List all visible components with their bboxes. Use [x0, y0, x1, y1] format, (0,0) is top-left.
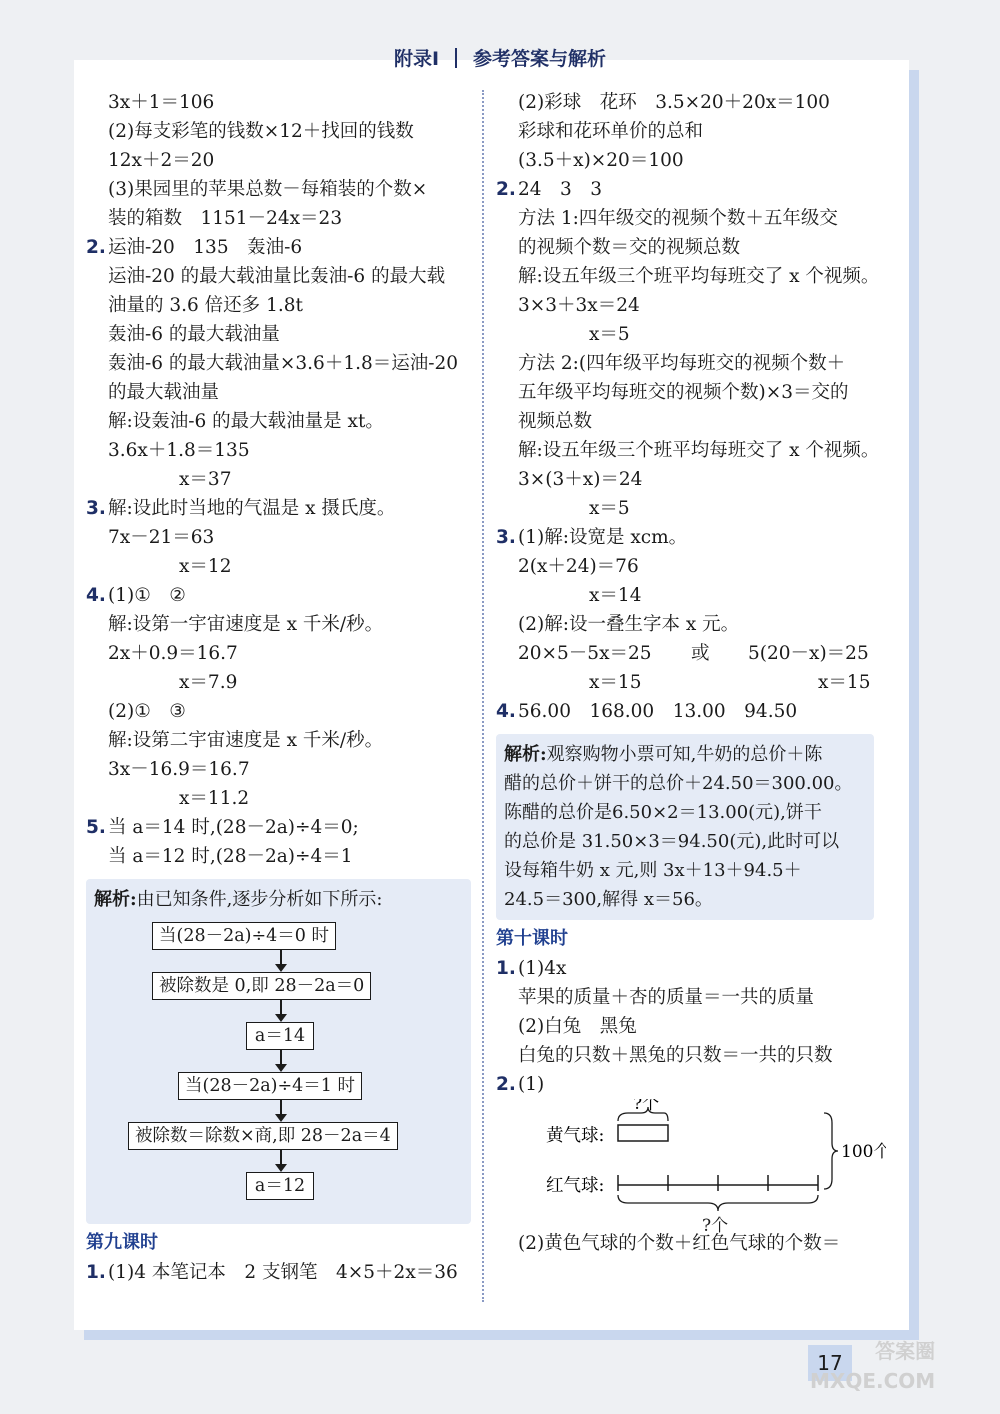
question-number: 3.: [86, 498, 106, 519]
equation: 20×5－5x＝25: [518, 643, 652, 664]
section-lesson-9: 第九课时: [86, 1232, 158, 1253]
question-number: 5.: [86, 817, 106, 838]
lesson10-question-1: [496, 954, 886, 983]
red-balloon-label: 红气球:: [546, 1176, 605, 1196]
answer-line: 油量的 3.6 倍还多 1.8t: [108, 295, 303, 316]
question-number: 4.: [496, 701, 516, 722]
answer-line: 的最大载油量: [108, 382, 220, 403]
answer-line: (2)白兔 黑兔: [518, 1016, 637, 1037]
answer-line: (2)① ③: [108, 701, 186, 722]
equation: 5(20－x)＝25: [748, 643, 869, 664]
equation: 3.6x＋1.8＝135: [108, 440, 250, 461]
question-2: [86, 233, 471, 262]
equation: x＝5: [589, 498, 630, 519]
answer-text: 当 a＝14 时,(28－2a)÷4＝0;: [108, 817, 359, 838]
watermark-logo: 答案圈 MXQE.COM: [810, 1339, 936, 1393]
question-number: 1.: [86, 1262, 106, 1283]
equation: 7x－21＝63: [108, 527, 215, 548]
answer-line: (2)黄色气球的个数＋红色气球的个数＝: [518, 1233, 841, 1254]
page-number: 17: [808, 1345, 852, 1381]
answer-line: 运油-20 的最大载油量比轰油-6 的最大载: [108, 266, 446, 287]
answer-text: 56.00 168.00 13.00 94.50: [518, 701, 798, 722]
question-number: 1.: [496, 958, 516, 979]
equation: (3.5＋x)×20＝100: [518, 150, 684, 171]
header-separator: [455, 48, 457, 68]
flow-arrow: [280, 1000, 282, 1020]
yellow-bar: [618, 1125, 668, 1141]
lesson10-question-2: [496, 1070, 886, 1099]
analysis-line: 24.5＝300,解得 x＝56。: [504, 889, 713, 910]
balloon-diagram: [496, 1099, 886, 1236]
answer-text: (1)4 本笔记本 2 支钢笔 4×5＋2x＝36: [108, 1262, 458, 1283]
equation: x＝15: [818, 672, 871, 693]
answer-line: 当 a＝12 时,(28－2a)÷4＝1: [108, 846, 353, 867]
question-number: 3.: [496, 527, 516, 548]
analysis-label: 解析:: [94, 889, 137, 910]
answer-line: 解:设五年级三个班平均每班交了 x 个视频。: [518, 266, 880, 287]
analysis-line: 的总价是 31.50×3＝94.50(元),此时可以: [504, 831, 840, 852]
answer-line: 彩球和花环单价的总和: [518, 121, 704, 142]
equation: x＝15: [589, 672, 642, 693]
answer-line: 解:设第一宇宙速度是 x 千米/秒。: [108, 614, 384, 635]
total-brace: [824, 1113, 838, 1189]
answer-text: (1)解:设宽是 xcm。: [518, 527, 688, 548]
equation: 3x－16.9＝16.7: [108, 759, 250, 780]
answer-line: 解:设五年级三个班平均每班交了 x 个视频。: [518, 440, 880, 461]
balloon-diagram-svg: [496, 1099, 886, 1219]
question-4: [86, 581, 471, 610]
page-header: [340, 42, 660, 76]
answer-text: (1): [518, 1074, 545, 1095]
analysis-text: 由已知条件,逐步分析如下所示:: [136, 889, 383, 910]
answer-line: 五年级平均每班交的视频个数)×3＝交的: [518, 382, 849, 403]
analysis-text: 观察购物小票可知,牛奶的总价＋陈: [546, 744, 823, 765]
flow-step-4: 当(28－2a)÷4＝1 时: [178, 1072, 362, 1100]
left-column: [86, 88, 471, 1287]
equation: 2x＋0.9＝16.7: [108, 643, 238, 664]
analysis-box: [496, 734, 874, 920]
question-4: [496, 697, 886, 726]
answer-line: 3x＋1＝106: [108, 92, 215, 113]
question-number: 2.: [496, 179, 516, 200]
equation-row: [496, 639, 886, 668]
analysis-line: 陈醋的总价是6.50×2＝13.00(元),饼干: [504, 802, 822, 823]
section-lesson-10: 第十课时: [496, 928, 568, 949]
equation: x＝12: [179, 556, 232, 577]
answer-text: 运油-20 135 轰油-6: [108, 237, 303, 258]
answer-line: (2)彩球 花环 3.5×20＋20x＝100: [518, 92, 830, 113]
answer-line: 的视频个数＝交的视频总数: [518, 237, 741, 258]
answer-line: 解:设第二宇宙速度是 x 千米/秒。: [108, 730, 384, 751]
column-divider: [482, 90, 484, 1302]
equation: 2(x＋24)＝76: [518, 556, 639, 577]
analysis-label: 解析:: [504, 744, 547, 765]
question-number: 2.: [496, 1074, 516, 1095]
answer-line: 苹果的质量＋杏的质量＝一共的质量: [518, 987, 815, 1008]
header-appendix: 附录Ⅰ: [393, 48, 440, 70]
analysis-box: [86, 879, 471, 1224]
answer-line: 视频总数: [518, 411, 593, 432]
question-number: 2.: [86, 237, 106, 258]
flow-step-5: 被除数＝除数×商,即 28－2a＝4: [128, 1122, 398, 1150]
yellow-unknown-label: ?个: [633, 1099, 660, 1114]
flow-arrow: [280, 950, 282, 970]
answer-line: 装的箱数 1151－24x＝23: [108, 208, 343, 229]
flow-arrow: [280, 1150, 282, 1170]
answer-line: (2)解:设一叠生字本 x 元。: [518, 614, 740, 635]
answer-line: 方法 1:四年级交的视频个数＋五年级交: [518, 208, 838, 229]
analysis-heading: [94, 885, 463, 914]
yellow-balloon-label: 黄气球:: [546, 1126, 605, 1146]
question-3: [496, 523, 886, 552]
total-label: 100个: [841, 1142, 886, 1162]
red-bottom-brace: [618, 1195, 818, 1211]
equation-row: [496, 668, 886, 697]
equation: 3×(3＋x)＝24: [518, 469, 643, 490]
answer-line: 白兔的只数＋黑兔的只数＝一共的只数: [518, 1045, 833, 1066]
answer-line: (2)每支彩笔的钱数×12＋找回的钱数: [108, 121, 414, 142]
flow-arrow: [280, 1050, 282, 1070]
equation: 3×3＋3x＝24: [518, 295, 640, 316]
answer-line: 轰油-6 的最大载油量: [108, 324, 280, 345]
equation: x＝37: [179, 469, 232, 490]
analysis-line: 设每箱牛奶 x 元,则 3x＋13＋94.5＋: [504, 860, 802, 881]
red-unknown-label: ?个: [702, 1216, 729, 1236]
analysis-line: 醋的总价＋饼干的总价＋24.50＝300.00。: [504, 773, 853, 794]
flow-arrow: [280, 1100, 282, 1120]
flowchart: [94, 918, 463, 1218]
or-label: 或: [691, 643, 710, 664]
flow-step-6: a＝12: [246, 1172, 314, 1200]
answer-text: 24 3 3: [518, 179, 603, 200]
equation: x＝14: [589, 585, 642, 606]
flow-step-3: a＝14: [246, 1022, 314, 1050]
answer-line: (3)果园里的苹果总数－每箱装的个数×: [108, 179, 428, 200]
equation: x＝5: [589, 324, 630, 345]
answer-line: 12x＋2＝20: [108, 150, 215, 171]
question-2: [496, 175, 886, 204]
question-number: 4.: [86, 585, 106, 606]
flow-step-2: 被除数是 0,即 28－2a＝0: [152, 972, 371, 1000]
answer-line: 方法 2:(四年级平均每班交的视频个数＋: [518, 353, 846, 374]
answer-text: (1)4x: [518, 958, 567, 979]
answer-line: 轰油-6 的最大载油量×3.6＋1.8＝运油-20: [108, 353, 459, 374]
equation: x＝7.9: [179, 672, 238, 693]
flow-step-1: 当(28－2a)÷4＝0 时: [152, 922, 336, 950]
question-5: [86, 813, 471, 842]
analysis-line: [504, 740, 866, 769]
answer-text: (1)① ②: [108, 585, 186, 606]
answer-text: 解:设此时当地的气温是 x 摄氏度。: [108, 498, 396, 519]
header-title: 参考答案与解析: [473, 48, 607, 70]
question-3: [86, 494, 471, 523]
answer-line: 解:设轰油-6 的最大载油量是 xt。: [108, 411, 384, 432]
equation: x＝11.2: [179, 788, 250, 809]
lesson9-question-1: [86, 1258, 471, 1287]
right-column: [496, 88, 886, 1258]
